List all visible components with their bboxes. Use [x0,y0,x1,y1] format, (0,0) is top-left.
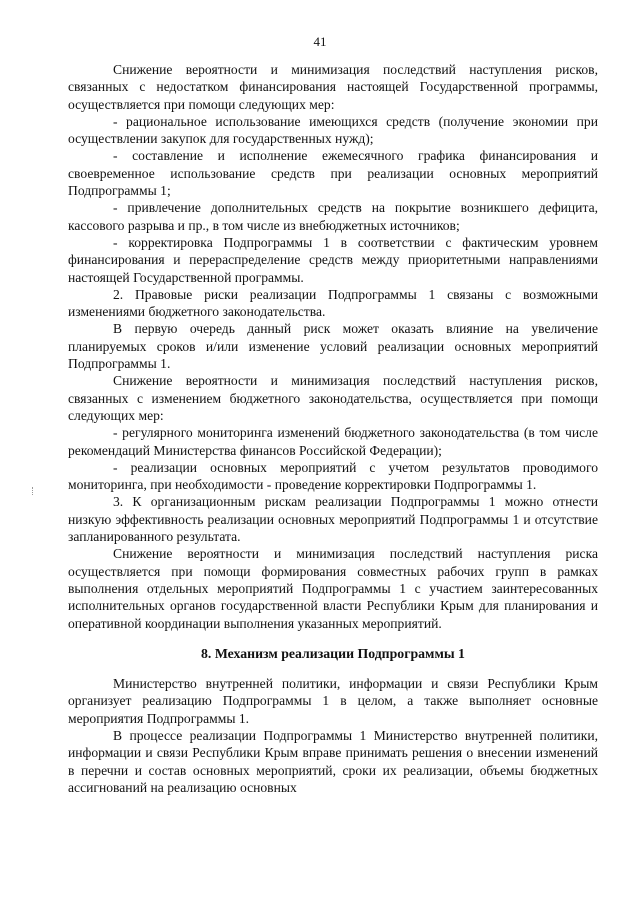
paragraph: 2. Правовые риски реализации Подпрограммы 1 связаны с возможными изменениями бюджетного законодательства. [68,286,598,320]
document-body [68,61,598,796]
paragraph: Снижение вероятности и минимизация последствий наступления риска осуществляется при помощи формирования совместных рабочих групп в рамках выполнения отдельных мероприятий Подпрограммы 1 с участием заинтересованных исполнительных органов государственной власти Республики Крым для планирования и оперативной координации выполнения указанных мероприятий. [68,546,598,631]
paragraph: 3. К организационным рискам реализации Подпрограммы 1 можно отнести низкую эффективность реализации основных мероприятий Подпрограммы 1 и отсутствие запланированного результата. [68,494,598,545]
paragraph: Снижение вероятности и минимизация последствий наступления рисков, связанных с недостатком финансирования настоящей Государственной программы, осуществляется при помощи следующих мер: [68,62,598,112]
paragraph: В процессе реализации Подпрограммы 1 Министерство внутренней политики, информации и связи Республики Крым вправе принимать решения о внесении изменений в перечни и состав основных мероприятий, сроки их реализации, объемы бюджетных ассигнований на реализацию основных [68,727,598,795]
list-item: - регулярного мониторинга изменений бюджетного законодательства (в том числе рекомендаций Министерства финансов Российской Федерации); [68,425,598,458]
scan-artifact-mark [32,487,37,495]
paragraph: В первую очередь данный риск может оказать влияние на увеличение планируемых сроков и/или изменение условий реализации основных мероприятий Подпрограммы 1. [68,321,598,372]
paragraph: Снижение вероятности и минимизация последствий наступления рисков, связанных с изменением бюджетного законодательства, осуществляется при помощи следующих мер: [68,373,598,423]
paragraph: Министерство внутренней политики, информации и связи Республики Крым организует реализацию Подпрограммы 1 в целом, а также выполняет основные мероприятия Подпрограммы 1. [68,676,598,726]
list-item: - корректировка Подпрограммы 1 в соответствии с фактическим уровнем финансирования и перераспределение средств между приоритетными направлениями настоящей Государственной программы. [68,234,598,285]
list-item: - привлечение дополнительных средств на покрытие возникшего дефицита, кассового разрыва и пр., в том числе из внебюджетных источников; [68,200,598,233]
list-item: - реализации основных мероприятий с учетом результатов проводимого мониторинга, при необходимости - проведение корректировки Подпрограммы 1. [68,459,598,493]
list-item: - рациональное использование имеющихся средств (получение экономии при осуществлении закупок для государственных нужд); [68,113,598,147]
list-item: - составление и исполнение ежемесячного графика финансирования и своевременное использование средств при реализации основных мероприятий Подпрограммы 1; [68,148,598,199]
page-number: 41 [313,34,327,49]
section-heading: 8. Механизм реализации Подпрограммы 1 [201,645,465,661]
